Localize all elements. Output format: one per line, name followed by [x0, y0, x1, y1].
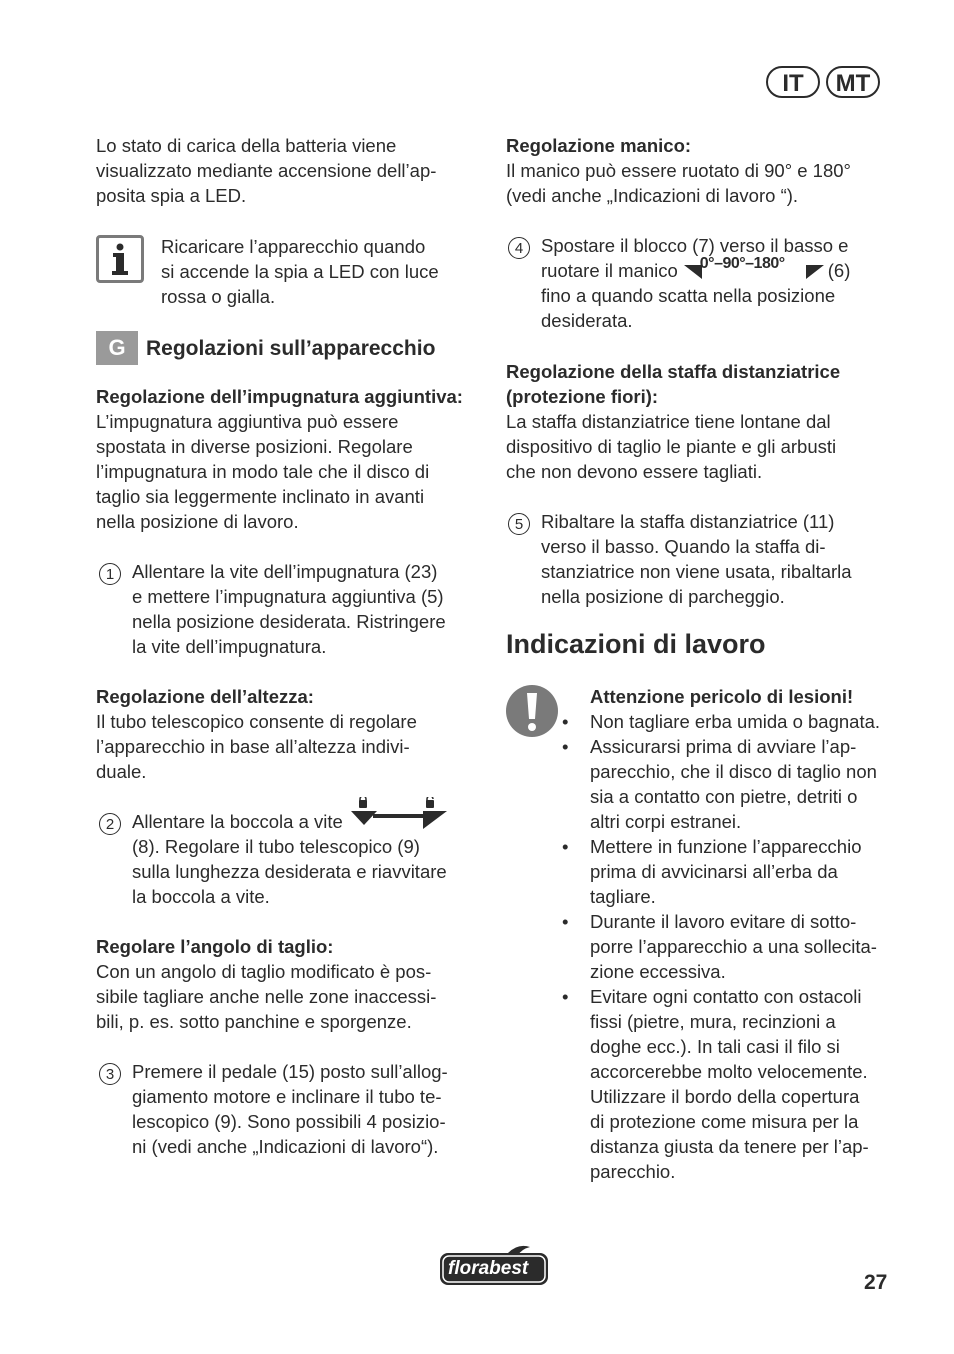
list-line: distanza giusta da tenere per l’ap-: [590, 1136, 869, 1157]
guard-line: che non devono essere tagliati.: [506, 461, 763, 482]
list-line: di protezione come misura per la: [590, 1111, 859, 1132]
list-item: [564, 909, 894, 984]
step-line: (8). Regolare il tubo telescopico (9): [132, 836, 420, 857]
lang-badge-mt: MT: [826, 66, 880, 98]
height-section: [96, 684, 486, 784]
grip-line: L’impugnatura aggiuntiva può essere: [96, 411, 399, 432]
work-title: Indicazioni di lavoro: [506, 629, 766, 659]
list-line: accorcerebbe molto velocemente.: [590, 1061, 868, 1082]
grip-line: nella posizione di lavoro.: [96, 511, 299, 532]
brand-name: florabest: [448, 1258, 529, 1279]
handle-heading: Regolazione manico:: [506, 135, 692, 156]
step-line: nella posizione desiderata. Ristringere: [132, 611, 446, 632]
section-badge: G: [96, 331, 138, 365]
lock-unlock-icon: [349, 797, 449, 833]
step-line: la boccola a vite.: [132, 886, 270, 907]
list-line: parecchio.: [590, 1161, 676, 1182]
list-line: fissi (pietre, mura, recinzioni a: [590, 1011, 836, 1032]
handle-section: [506, 133, 898, 208]
step-number: 2: [99, 813, 121, 835]
step-line: desiderata.: [541, 310, 633, 331]
step-line: lescopico (9). Sono possibili 4 posizio-: [132, 1111, 446, 1132]
height-line: l’apparecchio in base all’altezza indivi-: [96, 736, 410, 757]
step-line: nella posizione di parcheggio.: [541, 586, 785, 607]
list-line: porre l’apparecchio a una sollecita-: [590, 936, 877, 957]
step-line: Spostare il blocco (7) verso il basso e: [541, 235, 849, 256]
info-icon: [96, 235, 144, 283]
warning-title: Attenzione pericolo di lesioni!: [590, 686, 854, 707]
list-line: • Assicurarsi prima di avviare l’ap-: [590, 736, 857, 757]
grip-line: spostata in diverse posizioni. Regolare: [96, 436, 413, 457]
step-line: e mettere l’impugnatura aggiuntiva (5): [132, 586, 444, 607]
step-line: fino a quando scatta nella posizione: [541, 285, 836, 306]
list-line: sia a contatto con pietre, detriti o: [590, 786, 858, 807]
step-2: [99, 809, 489, 909]
step-line: verso il basso. Quando la staffa di-: [541, 536, 826, 557]
language-badges: [766, 66, 880, 98]
step-3: [99, 1059, 489, 1159]
list-line: Utilizzare il bordo della copertura: [590, 1086, 860, 1107]
intro-line: posita spia a LED.: [96, 185, 247, 206]
warning-list: [564, 709, 894, 1184]
guard-heading: (protezione fiori):: [506, 386, 659, 407]
list-line: prima di avvicinarsi all’erba da: [590, 861, 838, 882]
list-line: zione eccessiva.: [590, 961, 726, 982]
page-number: 27: [864, 1271, 888, 1294]
list-line: • Non tagliare erba umida o bagnata.: [590, 711, 881, 732]
step-4: [508, 233, 898, 333]
list-line: parecchio, che il disco di taglio non: [590, 761, 877, 782]
intro-line: Lo stato di carica della batteria viene: [96, 135, 397, 156]
rotation-label: 0°–90°–180°: [699, 254, 785, 272]
step-number: 1: [99, 563, 121, 585]
handle-line: (vedi anche „Indicazioni di lavoro “).: [506, 185, 799, 206]
step-line: la vite dell’impugnatura.: [132, 636, 327, 657]
height-line: Il tubo telescopico consente di regolare: [96, 711, 417, 732]
grip-section: [96, 384, 486, 534]
step-line: giamento motore e inclinare il tubo te-: [132, 1086, 442, 1107]
list-item: [564, 709, 894, 734]
angle-line: bili, p. es. sotto panchine e sporgenze.: [96, 1011, 412, 1032]
handle-line: Il manico può essere ruotato di 90° e 180°: [506, 160, 851, 181]
grip-heading: Regolazione dell’impugnatura aggiuntiva:: [96, 386, 463, 407]
step-5: [508, 509, 898, 609]
note-line: rossa o gialla.: [161, 286, 276, 307]
list-item: [564, 734, 894, 834]
angle-section: [96, 934, 486, 1034]
height-line: duale.: [96, 761, 147, 782]
guard-heading: Regolazione della staffa distanziatrice: [506, 361, 841, 382]
guard-section: [506, 359, 898, 484]
guard-line: La staffa distanziatrice tiene lontane dal: [506, 411, 831, 432]
step-1: [99, 559, 489, 659]
list-item: [564, 834, 894, 909]
list-item: [564, 984, 894, 1184]
step-line: Allentare la boccola a vite: [132, 811, 343, 832]
angle-line: Con un angolo di taglio modificato è pos-: [96, 961, 432, 982]
info-note-text: [161, 234, 491, 309]
step-line: Ribaltare la staffa distanziatrice (11): [541, 511, 835, 532]
step-number: 5: [508, 513, 530, 535]
step-number: 4: [508, 237, 530, 259]
rotation-icon: [682, 254, 826, 283]
step-line: Allentare la vite dell’impugnatura (23): [132, 561, 438, 582]
angle-line: sibile tagliare anche nelle zone inaccessi-: [96, 986, 437, 1007]
list-line: • Mettere in funzione l’apparecchio: [590, 836, 862, 857]
list-line: • Evitare ogni contatto con ostacoli: [590, 986, 862, 1007]
height-heading: Regolazione dell’altezza:: [96, 686, 314, 707]
guard-line: dispositivo di taglio le piante e gli arbusti: [506, 436, 837, 457]
brand-logo: [438, 1245, 552, 1295]
step-line: ruotare il manico: [541, 260, 678, 281]
intro-paragraph: [96, 133, 486, 208]
warning-block: [564, 684, 894, 1184]
list-line: • Durante il lavoro evitare di sotto-: [590, 911, 857, 932]
section-title: Regolazioni sull’apparecchio: [146, 336, 436, 360]
angle-heading: Regolare l’angolo di taglio:: [96, 936, 334, 957]
section-header: [96, 331, 435, 365]
step-line: Premere il pedale (15) posto sull’allog-: [132, 1061, 448, 1082]
step-number: 3: [99, 1063, 121, 1085]
grip-line: taglio sia leggermente inclinato in avanti: [96, 486, 425, 507]
step-line: sulla lunghezza desiderata e riavvitare: [132, 861, 447, 882]
list-line: tagliare.: [590, 886, 656, 907]
note-line: si accende la spia a LED con luce: [161, 261, 439, 282]
warning-icon: [505, 684, 559, 744]
step-line: ni (vedi anche „Indicazioni di lavoro“).: [132, 1136, 439, 1157]
grip-line: l’impugnatura in modo tale che il disco di: [96, 461, 430, 482]
intro-line: visualizzato mediante accensione dell’ap-: [96, 160, 437, 181]
list-line: altri corpi estranei.: [590, 811, 742, 832]
info-note: [96, 235, 144, 283]
note-line: Ricaricare l’apparecchio quando: [161, 236, 426, 257]
step-line: (6): [827, 260, 851, 281]
list-line: doghe ecc.). In tali casi il filo si: [590, 1036, 840, 1057]
step-line: stanziatrice non viene usata, ribaltarla: [541, 561, 852, 582]
lang-badge-it: IT: [766, 66, 820, 98]
